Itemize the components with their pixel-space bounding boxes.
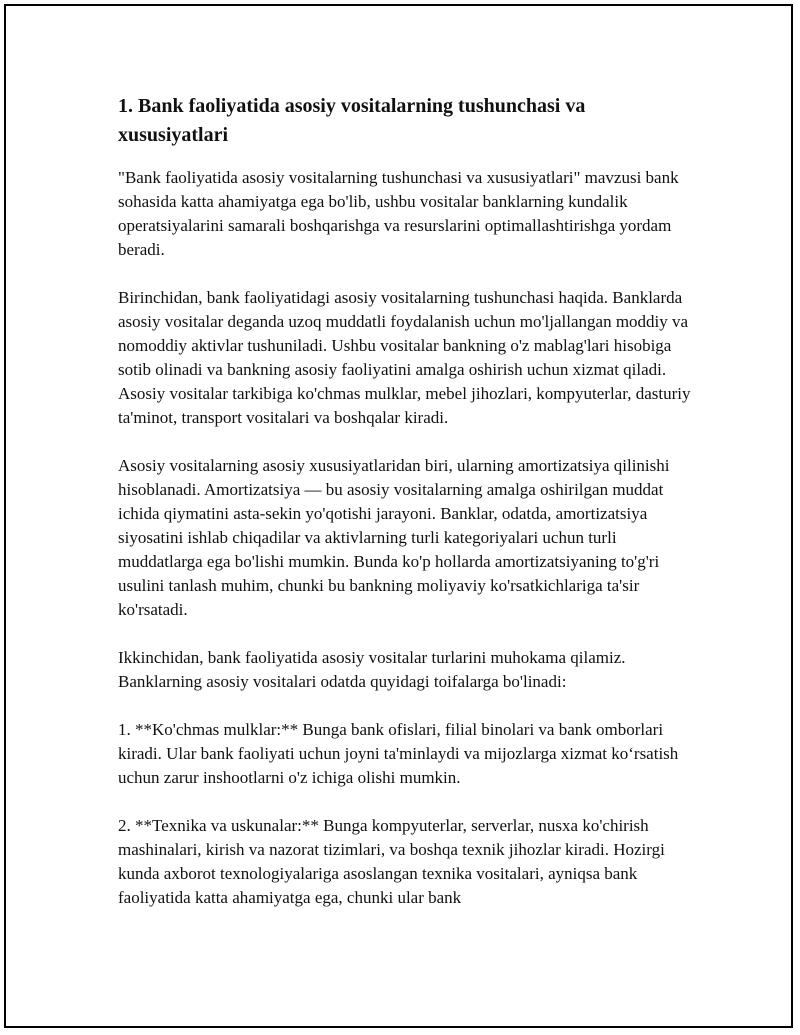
document-body [118,92,698,934]
paragraph-amortization: Asosiy vositalarning asosiy xususiyatlaridan biri, ularning amortizatsiya qilinishi hisoblanadi. Amortizatsiya — bu asosiy vositalarning amalga oshirilgan muddat ichida qiymatini asta-sekin yo'qotishi jarayoni. Banklar, odatda, amortizatsiya siyosatini ishlab chiqadilar va aktivlarning turli kategoriyalari uchun turli muddatlarga ega bo'lishi mumkin. Bunda ko'p hollarda amortizatsiyaning to'g'ri usulini tanlash muhim, chunki bu bankning moliyaviy ko'rsatkichlariga ta'sir ko'rsatadi. [118,456,670,619]
list-item-equipment: 2. **Texnika va uskunalar:** Bunga kompyuterlar, serverlar, nusxa ko'chirish mashinalari, kirish va nazorat tizimlari, va boshqa texnik jihozlar kiradi. Hozirgi kunda axborot texnologiyalariga asoslangan texnika vositalari, ayniqsa bank faoliyatida katta ahamiyatga ega, chunki ular bank [118,816,665,907]
paragraph-types-intro: Ikkinchidan, bank faoliyatida asosiy vositalar turlarini muhokama qilamiz. Banklarning asosiy vositalari odatda quyidagi toifalarga bo'linadi: [118,648,626,691]
section-heading: 1. Bank faoliyatida asosiy vositalarning tushunchasi va xususiyatlari [118,95,586,146]
paragraph-concept: Birinchidan, bank faoliyatidagi asosiy vositalarning tushunchasi haqida. Banklarda asosiy vositalar deganda uzoq muddatli foydalanish uchun mo'ljallangan moddiy va nomoddiy aktivlar tushuniladi. Ushbu vositalar bankning o'z mablag'lari hisobiga sotib olinadi va bankning asosiy faoliyatini amalga oshirish uchun xizmat qiladi. Asosiy vositalar tarkibiga ko'chmas mulklar, mebel jihozlari, kompyuterlar, dasturiy ta'minot, transport vositalari va boshqalar kiradi. [118,288,691,427]
paragraph-intro: "Bank faoliyatida asosiy vositalarning tushunchasi va xususiyatlari" mavzusi bank sohasida katta ahamiyatga ega bo'lib, ushbu vositalar banklarning kundalik operatsiyalarini samarali boshqarishga va resurslarini optimallashtirishga yordam beradi. [118,168,679,259]
list-item-real-estate: 1. **Ko'chmas mulklar:** Bunga bank ofislari, filial binolari va bank omborlari kiradi. Ular bank faoliyati uchun joyni ta'minlaydi va mijozlarga xizmat ko‘rsatish uchun zarur inshootlarni o'z ichiga olishi mumkin. [118,720,679,787]
